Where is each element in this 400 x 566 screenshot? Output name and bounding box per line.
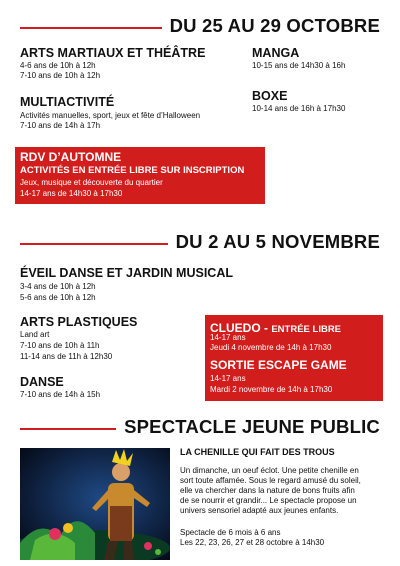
cluedo-title-suffix: ENTRÉE LIBRE (271, 324, 342, 335)
activity-title: DANSE (20, 375, 64, 389)
activity-line: 3-4 ans de 10h à 12h (20, 282, 96, 291)
show-description-line: sort toute affamée. Sous le regard amusé du soleil, (180, 476, 361, 485)
show-title: LA CHENILLE QUI FAIT DES TROUS (180, 447, 335, 457)
show-description-line: de se nourrir et grandir... Le spectacle propose un (180, 496, 357, 505)
activity-line: 7-10 ans de 10h à 11h (20, 341, 100, 350)
section-title: DU 2 AU 5 NOVEMBRE (168, 231, 380, 253)
activity-line: 11-14 ans de 11h à 12h30 (20, 352, 113, 361)
cluedo-title: CLUEDO - (210, 321, 272, 335)
activity-title: ARTS MARTIAUX ET THÉÂTRE (20, 46, 206, 60)
activity-line: 7-10 ans de 14h à 17h (20, 121, 101, 130)
section-title: SPECTACLE JEUNE PUBLIC (116, 416, 380, 438)
activity-title: ÉVEIL DANSE ET JARDIN MUSICAL (20, 266, 233, 280)
show-description-line: elle va chercher dans la nature de bons fruits afin (180, 486, 355, 495)
rdv-subtitle: ACTIVITÉS EN ENTRÉE LIBRE SUR INSCRIPTION (20, 165, 245, 176)
rdv-line: 14-17 ans de 14h30 à 17h30 (20, 189, 123, 198)
cluedo-line: Jeudi 4 novembre de 14h à 17h30 (210, 343, 332, 352)
activity-line: Activités manuelles, sport, jeux et fête d’Halloween (20, 111, 201, 120)
activity-line: 4-6 ans de 10h à 12h (20, 61, 96, 70)
activity-line: Land art (20, 330, 50, 339)
rdv-title: RDV D’AUTOMNE (20, 150, 122, 164)
activity-title: MULTIACTIVITÉ (20, 95, 115, 109)
cluedo-escape-box (205, 315, 383, 401)
cluedo-line: 14-17 ans (210, 333, 246, 342)
activity-line: 7-10 ans de 14h à 15h (20, 390, 101, 399)
show-detail-line: Les 22, 23, 26, 27 et 28 octobre à 14h30 (180, 538, 325, 547)
escape-line: Mardi 2 novembre de 14h à 17h30 (210, 385, 333, 394)
rdv-line: Jeux, musique et découverte du quartier (20, 178, 163, 187)
activity-title: BOXE (252, 89, 288, 103)
activity-title: ARTS PLASTIQUES (20, 315, 138, 329)
show-detail-line: Spectacle de 6 mois à 6 ans (180, 528, 281, 537)
rdv-automne-box (15, 147, 265, 204)
activity-title: MANGA (252, 46, 300, 60)
show-photo (20, 448, 170, 560)
activity-line: 10-14 ans de 16h à 17h30 (252, 104, 346, 113)
show-description-line: univers sensoriel adapté aux jeunes enfants. (180, 506, 339, 515)
activity-line: 10-15 ans de 14h30 à 16h (252, 61, 346, 70)
show-description-line: Un dimanche, un oeuf éclot. Une petite chenille en (180, 466, 359, 475)
activity-line: 5-6 ans de 10h à 12h (20, 293, 96, 302)
escape-line: 14-17 ans (210, 374, 246, 383)
activity-line: 7-10 ans de 10h à 12h (20, 71, 101, 80)
escape-title: SORTIE ESCAPE GAME (210, 358, 347, 372)
section-title: DU 25 AU 29 OCTOBRE (162, 15, 380, 37)
